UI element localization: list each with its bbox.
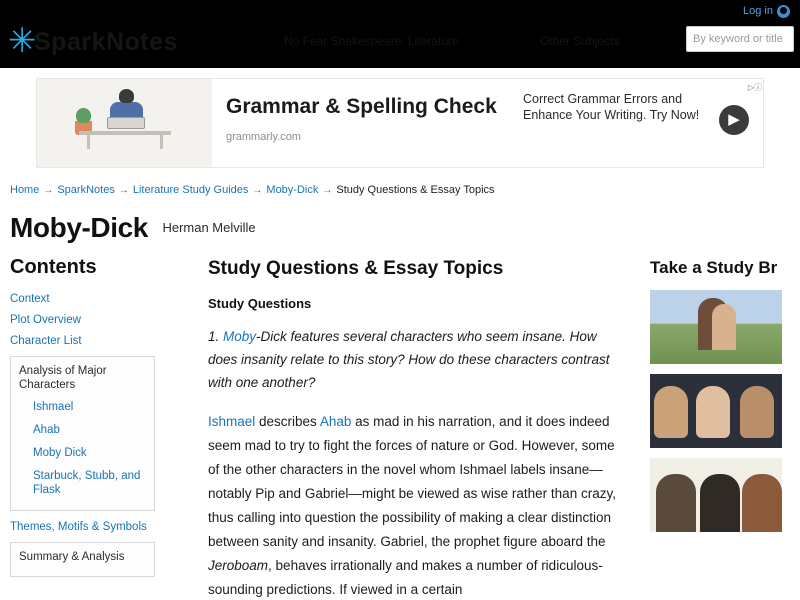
face-icon <box>654 386 688 438</box>
desk-illustration-icon <box>75 87 175 149</box>
sidebar-group-analysis-of-major-characters <box>10 356 155 511</box>
answer-italic-jeroboam: Jeroboam <box>208 558 269 573</box>
sidebar-item-character-list[interactable]: Character List <box>10 335 82 347</box>
login-link[interactable]: Log in <box>743 5 773 17</box>
answer-text-2: as mad in his narration, and it does indeed seem mad to try to fight the forces of nature or God. However, some of the other characters in the novel whom Ishmael labels insane—notably Pip and Gabriel—might be viewed as wise rather than crazy, thus calling into question the possibility of making a clear distinction between sanity and insanity. Gabriel, the prophet figure aboard the <box>208 414 616 549</box>
adchoices-icon[interactable]: ▷ⓘ <box>747 83 762 92</box>
study-break-rail <box>650 248 782 600</box>
page-title-row <box>0 204 800 248</box>
illustrated-girls-artwork[interactable] <box>650 458 782 532</box>
brand-row <box>0 22 800 68</box>
sidebar-item-plot-overview[interactable]: Plot Overview <box>10 314 81 326</box>
breadcrumb <box>0 178 800 204</box>
sidebar-group-title: Analysis of Major Characters <box>19 365 107 391</box>
article-body <box>190 248 650 600</box>
sidebar-item-context[interactable]: Context <box>10 293 50 305</box>
article-section-heading: Study Questions <box>208 296 312 311</box>
illustrated-figure-icon <box>656 474 696 532</box>
article-heading: Study Questions & Essay Topics <box>208 258 504 279</box>
answer-text-1: describes <box>255 414 320 429</box>
link-ishmael[interactable]: Ishmael <box>208 414 256 429</box>
harry-potter-characters-photo[interactable] <box>650 374 782 448</box>
sidebar-item-starbuck-stubb-and-flask[interactable]: Starbuck, Stubb, and Flask <box>33 470 141 496</box>
ad-illustration <box>37 79 212 167</box>
page-title: Moby-Dick <box>10 212 148 243</box>
question-number: 1. <box>208 329 220 344</box>
breadcrumb-item-moby-dick[interactable]: Moby-Dick <box>266 184 319 196</box>
breadcrumb-item-sparknotes[interactable]: SparkNotes <box>57 184 115 196</box>
sidebar-group-summary-and-analysis <box>10 542 155 577</box>
face-icon <box>696 386 730 438</box>
breadcrumb-separator: → <box>322 185 333 196</box>
couple-embracing-photo[interactable] <box>650 290 782 364</box>
breadcrumb-separator: → <box>118 185 129 196</box>
ad-headline[interactable]: Grammar & Spelling Check <box>226 95 497 118</box>
page-author: Herman Melville <box>162 220 256 235</box>
answer-text-3: , behaves irrationally and makes a number of ridiculous-sounding predictions. If viewed in a certain <box>208 558 603 597</box>
ad-description: Correct Grammar Errors and Enhance Your Writing. Try Now! <box>523 92 700 122</box>
illustrated-figure-icon <box>742 474 782 532</box>
study-question <box>208 325 622 394</box>
breadcrumb-item-literature-study-guides[interactable]: Literature Study Guides <box>132 184 249 196</box>
nav-item-other-subjects[interactable]: Other Subjects <box>540 34 620 48</box>
question-text: -Dick features several characters who seem insane. How does insanity relate to this story? How do these characters contrast with one another? <box>208 329 610 390</box>
breadcrumb-item-home[interactable]: Home <box>10 184 40 196</box>
asterisk-logo-icon: ✳ <box>8 21 37 61</box>
sidebar-item-ahab[interactable]: Ahab <box>33 424 60 436</box>
laptop-icon <box>107 117 145 129</box>
nav-item-no-fear-shakespeare[interactable]: No Fear Shakespeare <box>284 34 402 48</box>
ad-url: grammarly.com <box>226 131 301 143</box>
face-icon <box>740 386 774 438</box>
nav-item-literature[interactable]: Literature <box>408 34 459 48</box>
breadcrumb-item-current: Study Questions & Essay Topics <box>336 184 495 196</box>
sidebar-contents <box>10 248 190 600</box>
content-columns <box>0 248 800 600</box>
answer-paragraph <box>208 410 622 600</box>
ad-description-block <box>515 79 763 167</box>
question-title-link[interactable]: Moby <box>223 329 257 344</box>
rail-heading: Take a Study Br <box>650 258 778 277</box>
search-input[interactable]: By keyword or title <box>686 26 794 52</box>
chevron-right-icon[interactable]: ▶ <box>719 105 749 135</box>
sidebar-item-moby-dick[interactable]: Moby Dick <box>33 447 87 459</box>
sparknotes-wordmark[interactable]: SparkNotes <box>34 28 178 56</box>
login-row <box>0 0 800 22</box>
illustrated-figure-icon <box>700 474 740 532</box>
desk-icon <box>79 131 171 135</box>
sidebar-group-title: Summary & Analysis <box>19 551 125 563</box>
user-icon[interactable] <box>777 5 790 18</box>
breadcrumb-separator: → <box>43 185 54 196</box>
person-head-icon <box>119 89 134 103</box>
advertisement-region <box>0 68 800 178</box>
ad-banner[interactable] <box>36 78 764 168</box>
desk-leg-right-icon <box>160 135 163 149</box>
sidebar-item-ishmael[interactable]: Ishmael <box>33 401 74 413</box>
site-header <box>0 0 800 68</box>
sidebar-heading: Contents <box>10 256 97 278</box>
sidebar-item-themes-motifs-symbols[interactable]: Themes, Motifs & Symbols <box>10 521 147 533</box>
desk-leg-left-icon <box>87 135 90 149</box>
ad-text-block <box>212 79 515 167</box>
breadcrumb-separator: → <box>252 185 263 196</box>
link-ahab[interactable]: Ahab <box>319 414 352 429</box>
